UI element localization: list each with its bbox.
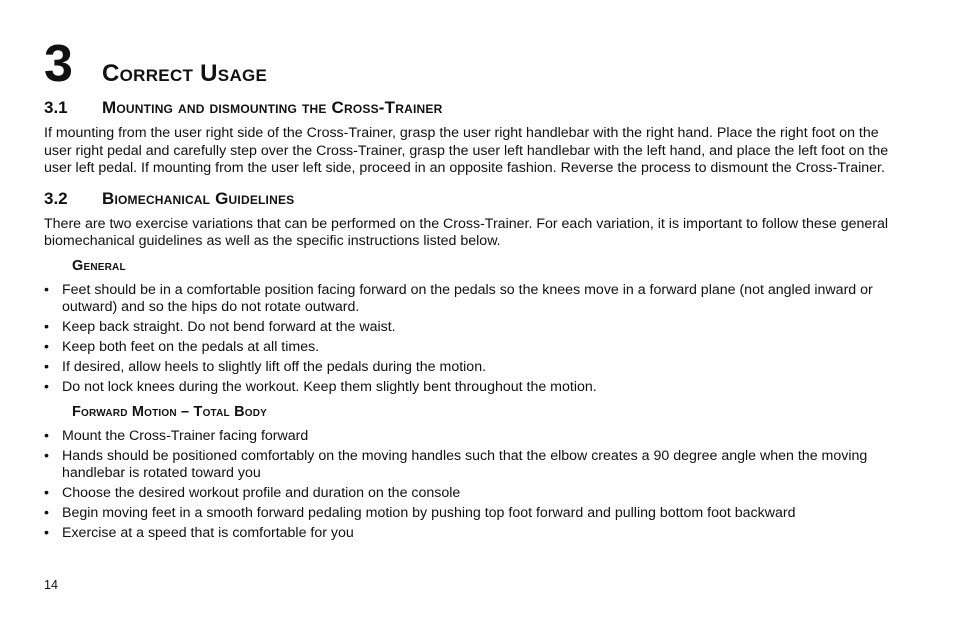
subsection-heading-general: General	[72, 257, 126, 274]
section-heading-mounting	[44, 98, 890, 120]
mounting-paragraph: If mounting from the user right side of the Cross-Trainer, grasp the user right handlebar with the right hand. Place the right foot on the user right pedal and carefully step over the Cross-Trainer, grasp the user left handlebar with the left hand, and place the left foot on the user left pedal. If mounting from the user left side, proceed in an opposite fashion. Reverse the process to dismount the Cross-Trainer.	[44, 125, 889, 176]
list-item: • If desired, allow heels to slightly lift off the pedals during the motion.	[44, 359, 890, 377]
list-item: • Keep both feet on the pedals at all times.	[44, 339, 890, 357]
list-item: • Keep back straight. Do not bend forward at the waist.	[44, 319, 890, 337]
section-title: Biomechanical Guidelines	[102, 188, 295, 208]
biomechanical-paragraph: There are two exercise variations that can be performed on the Cross-Trainer. For each variation, it is important to follow these general biomechanical guidelines as well as the specific instructions listed below.	[44, 215, 889, 249]
general-guidelines-list	[44, 282, 890, 397]
list-item: • Choose the desired workout profile and duration on the console	[44, 485, 890, 503]
page-content	[44, 36, 890, 545]
forward-motion-list	[44, 428, 890, 543]
list-item: • Hands should be positioned comfortably on the moving handles such that the elbow creates a 90 degree angle when the moving handlebar is rotated toward you	[44, 448, 890, 483]
chapter-title: Correct Usage	[102, 60, 268, 87]
chapter-number: 3	[44, 35, 73, 93]
list-item: • Mount the Cross-Trainer facing forward	[44, 428, 890, 446]
section-number: 3.1	[44, 98, 68, 117]
chapter-heading	[44, 36, 890, 92]
subsection-heading-forward-motion: Forward Motion – Total Body	[72, 403, 268, 420]
section-heading-biomechanical	[44, 189, 890, 211]
section-number: 3.2	[44, 188, 68, 208]
list-item: • Do not lock knees during the workout. Keep them slightly bent throughout the motion.	[44, 379, 890, 397]
list-item: • Feet should be in a comfortable position facing forward on the pedals so the knees move in a forward plane (not angled inward or outward) and so the hips do not rotate outward.	[44, 282, 890, 317]
list-item: • Begin moving feet in a smooth forward pedaling motion by pushing top foot forward and pulling bottom foot backward	[44, 505, 890, 523]
page-number: 14	[44, 578, 58, 592]
section-title: Mounting and dismounting the Cross-Trainer	[102, 98, 443, 117]
list-item: • Exercise at a speed that is comfortable for you	[44, 525, 890, 543]
